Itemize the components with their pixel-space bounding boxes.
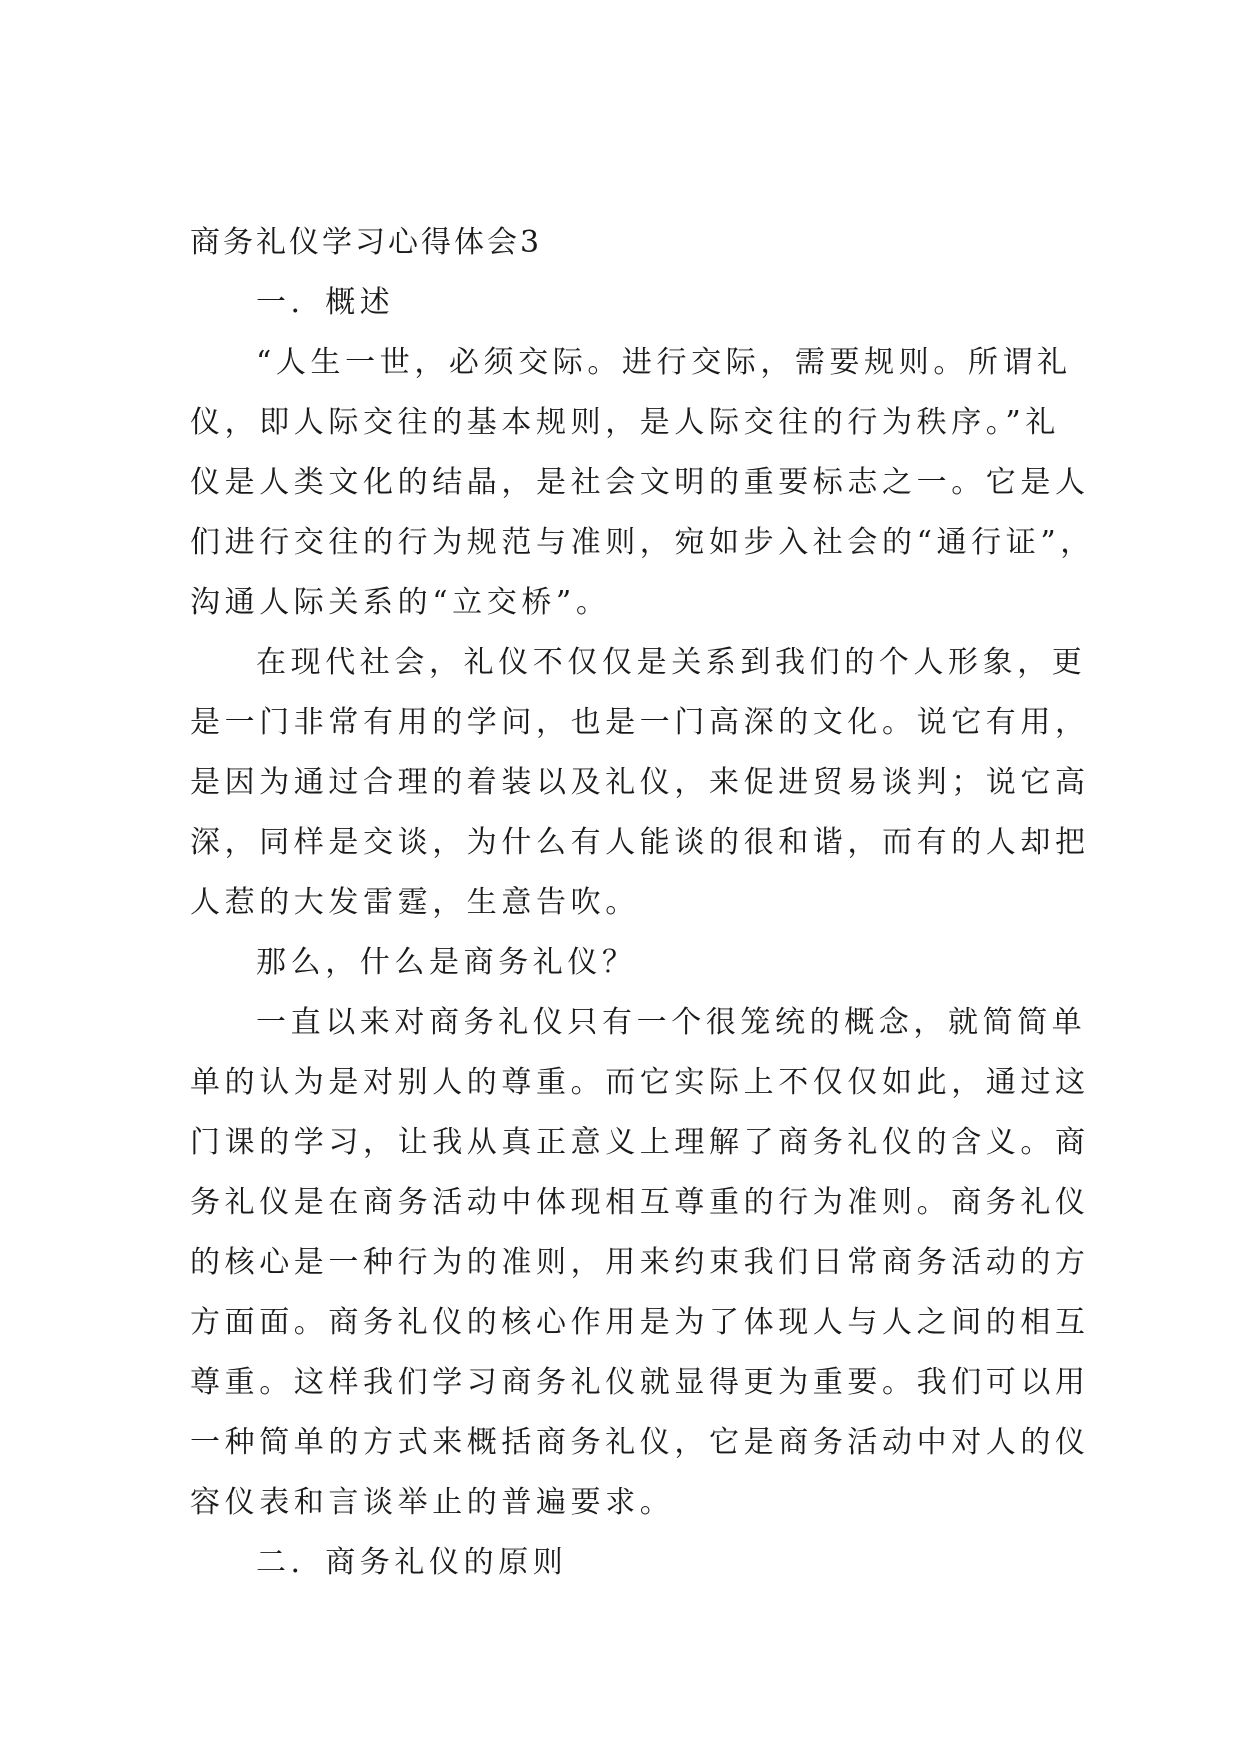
paragraph-line: 深，同样是交谈，为什么有人能谈的很和谐，而有的人却把 [190,825,1090,860]
paragraph-line: 是一门非常有用的学问，也是一门高深的文化。说它有用， [190,705,1090,740]
paragraph-line: 务礼仪是在商务活动中体现相互尊重的行为准则。商务礼仪 [190,1185,1090,1220]
paragraph-line: 单的认为是对别人的尊重。而它实际上不仅仅如此，通过这 [190,1065,1090,1100]
section-heading-principles: 二．商务礼仪的原则 [256,1545,568,1580]
paragraph-line: 那么，什么是商务礼仪？ [256,945,637,980]
document-body [190,213,1095,1593]
paragraph-line: 仪是人类文化的结晶，是社会文明的重要标志之一。它是人 [190,465,1090,500]
document-title: 商务礼仪学习心得体会3 [190,225,543,260]
paragraph-line: 容仪表和言谈举止的普遍要求。 [190,1485,675,1520]
paragraph-line: 一种简单的方式来概括商务礼仪，它是商务活动中对人的仪 [190,1425,1090,1460]
paragraph-line: 们进行交往的行为规范与准则，宛如步入社会的“通行证”， [190,525,1095,560]
paragraph-line: 门课的学习，让我从真正意义上理解了商务礼仪的含义。商 [190,1125,1090,1160]
paragraph-line: 一直以来对商务礼仪只有一个很笼统的概念，就简简单 [256,1005,1087,1040]
paragraph-line: 尊重。这样我们学习商务礼仪就显得更为重要。我们可以用 [190,1365,1090,1400]
paragraph-line: 人惹的大发雷霆，生意告吹。 [190,885,640,920]
paragraph-line: 方面面。商务礼仪的核心作用是为了体现人与人之间的相互 [190,1305,1090,1340]
paragraph-line: 在现代社会，礼仪不仅仅是关系到我们的个人形象，更 [256,645,1087,680]
paragraph-line: 是因为通过合理的着装以及礼仪，来促进贸易谈判；说它高 [190,765,1090,800]
section-heading-overview: 一．概述 [256,285,395,320]
paragraph-line: 仪，即人际交往的基本规则，是人际交往的行为秩序。”礼 [190,405,1060,440]
paragraph-line: 的核心是一种行为的准则，用来约束我们日常商务活动的方 [190,1245,1090,1280]
paragraph-line: 沟通人际关系的“立交桥”。 [190,585,611,620]
paragraph-line: “人生一世，必须交际。进行交际，需要规则。所谓礼 [256,345,1072,380]
